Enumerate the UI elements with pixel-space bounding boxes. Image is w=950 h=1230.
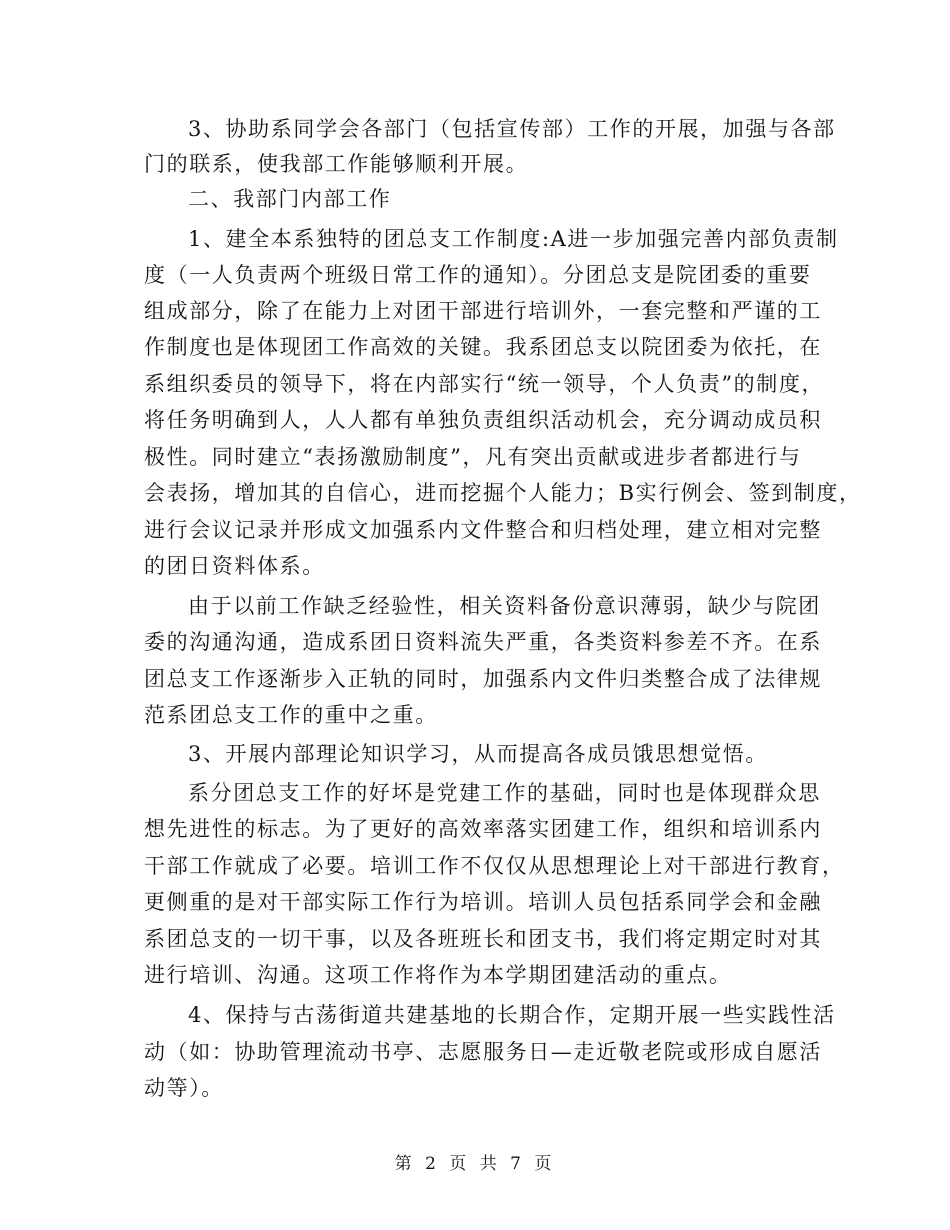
text-line: 3、协助系同学会各部门（包括宣传部）工作的开展，加强与各部 (188, 117, 836, 141)
text-line: 干部工作就成了必要。培训工作不仅仅从思想理论上对干部进行教育， (144, 854, 845, 878)
text-line: 系组织委员的领导下，将在内部实行“统一领导，个人负责”的制度， (144, 372, 825, 396)
text-line: 组成部分，除了在能力上对团干部进行培训外，一套完整和严谨的工 (144, 299, 822, 323)
text-line: 范系团总支工作的重中之重。 (144, 703, 438, 727)
text-line: 极性。同时建立“表扬激励制度”，凡有突出贡献或进步者都进行与 (144, 445, 802, 469)
text-line: 团总支工作逐渐步入正轨的同时，加强系内文件归类整合成了法律规 (144, 667, 822, 691)
text-line: 系分团总支工作的好坏是党建工作的基础，同时也是体现群众思 (188, 781, 821, 805)
text-line: 想先进性的标志。为了更好的高效率落实团建工作，组织和培训系内 (144, 817, 822, 841)
text-line: 1、建全本系独特的团总支工作制度:A进一步加强完善内部负责制 (188, 227, 839, 251)
text-line: 4、保持与古荡街道共建基地的长期合作，定期开展一些实践性活 (188, 1003, 836, 1027)
text-line: 系团总支的一切干事，以及各班班长和团支书，我们将定期定时对其 (144, 927, 822, 951)
text-line: 3、开展内部理论知识学习，从而提高各成员饿思想觉悟。 (188, 742, 768, 766)
text-line: 动（如：协助管理流动书亭、志愿服务日—走近敬老院或形成自愿活 (144, 1040, 822, 1064)
text-line: 动等）。 (144, 1076, 224, 1100)
text-line: 由于以前工作缺乏经验性，相关资料备份意识薄弱，缺少与院团 (188, 594, 821, 618)
text-line: 会表扬，增加其的自信心，进而挖掘个人能力；B实行例会、签到制度， (144, 481, 862, 505)
text-line: 度（一人负责两个班级日常工作的通知）。分团总支是院团委的重要 (144, 263, 812, 287)
text-line: 门的联系，使我部工作能够顺利开展。 (144, 152, 529, 176)
text-line: 的团日资料体系。 (144, 554, 325, 578)
text-line: 进行会议记录并形成文加强系内文件整合和归档处理，建立相对完整 (144, 518, 822, 542)
text-line: 更侧重的是对干部实际工作行为培训。培训人员包括系同学会和金融 (144, 890, 822, 914)
text-line: 委的沟通沟通，造成系团日资料流失严重，各类资料参差不齐。在系 (144, 630, 822, 654)
text-line: 将任务明确到人，人人都有单独负责组织活动机会，充分调动成员积 (144, 408, 822, 432)
text-line: 作制度也是体现团工作高效的关键。我系团总支以院团委为依托，在 (144, 335, 822, 359)
page-number: 第 2 页 共 7 页 (394, 1154, 556, 1174)
text-line: 进行培训、沟通。这项工作将作为本学期团建活动的重点。 (144, 963, 732, 987)
section-heading: 二、我部门内部工作 (188, 187, 392, 211)
